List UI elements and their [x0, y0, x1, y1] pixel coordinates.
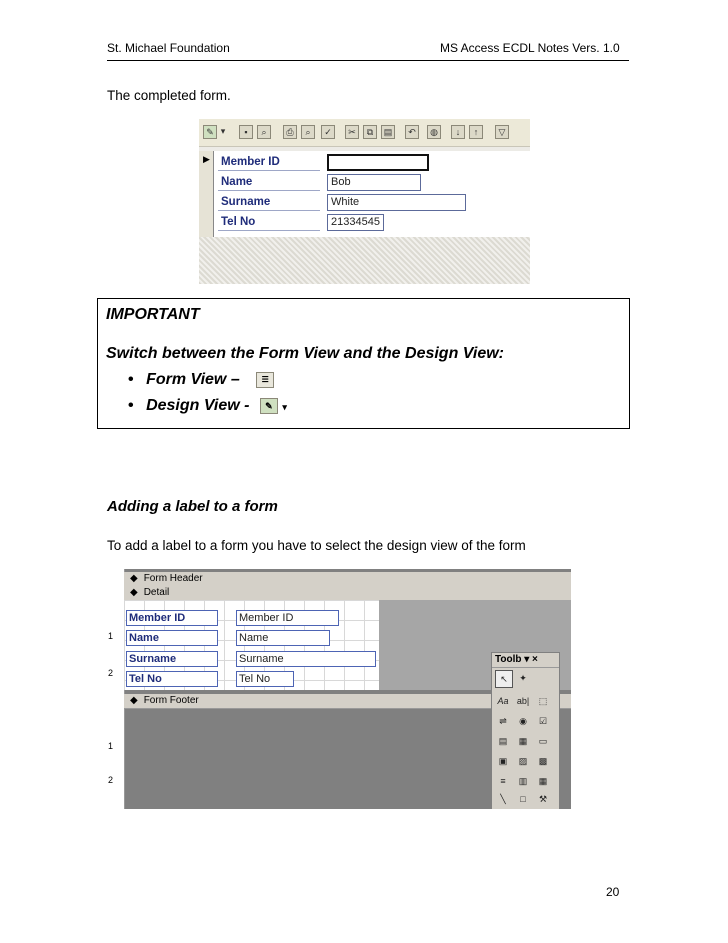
more-controls-icon[interactable]: ⚒	[538, 794, 548, 804]
form-header-section[interactable]	[124, 572, 571, 587]
tel-no-design-field[interactable]: Tel No	[236, 671, 294, 687]
form-view-icon: ☰	[256, 372, 274, 388]
image-icon[interactable]: ▣	[498, 756, 508, 766]
important-box	[97, 298, 630, 429]
chevron-down-icon: ▾	[282, 402, 287, 412]
section-marker-icon: ◆	[130, 695, 138, 706]
toolbox	[491, 652, 560, 809]
chevron-down-icon[interactable]: ▾	[220, 126, 226, 136]
ruler-mark: 1	[108, 631, 114, 641]
ruler-mark: 1	[108, 741, 114, 751]
record-selector[interactable]	[199, 151, 213, 237]
tel-no-label: Tel No	[218, 213, 320, 231]
toolbox-title[interactable]: Toolb ▾ ×	[492, 653, 559, 668]
option-button-icon[interactable]: ◉	[519, 716, 527, 726]
page-break-icon[interactable]: ≡	[500, 776, 506, 786]
surname-label: Surname	[218, 193, 320, 211]
form-background	[199, 237, 530, 284]
sort-descending-icon[interactable]: ↑	[469, 125, 483, 139]
member-id-design-label[interactable]: Member ID	[126, 610, 218, 626]
name-design-field[interactable]: Name	[236, 630, 330, 646]
cut-icon[interactable]: ✂	[345, 125, 359, 139]
option-group-icon[interactable]: ⬚	[538, 696, 548, 706]
check-box-icon[interactable]: ☑	[538, 716, 548, 726]
paste-icon[interactable]: ▤	[381, 125, 395, 139]
line-tool-icon[interactable]: ╲	[500, 794, 506, 804]
member-id-design-field[interactable]: Member ID	[236, 610, 339, 626]
toggle-button-icon[interactable]: ⇌	[499, 716, 507, 726]
detail-section[interactable]	[124, 586, 571, 601]
subform-icon[interactable]: ▦	[538, 776, 548, 786]
bullet-dot-icon: •	[128, 371, 134, 388]
rectangle-tool-icon[interactable]: □	[520, 794, 526, 804]
section-text: To add a label to a form you have to select the design view of the form	[107, 538, 526, 553]
surname-design-field[interactable]: Surname	[236, 651, 376, 667]
unbound-object-icon[interactable]: ▨	[518, 756, 528, 766]
section-marker-icon: ◆	[130, 573, 138, 584]
list-box-icon[interactable]: ▦	[518, 736, 528, 746]
form-view-screenshot	[199, 119, 530, 284]
important-line: Switch between the Form View and the Design View:	[106, 345, 504, 362]
command-button-icon[interactable]: ▭	[538, 736, 548, 746]
bullet-design-view	[128, 397, 287, 415]
member-id-field[interactable]	[327, 154, 429, 171]
combo-box-icon[interactable]: ▤	[498, 736, 508, 746]
ruler-mark: 2	[108, 668, 114, 678]
page-number: 20	[606, 885, 620, 899]
section-heading: Adding a label to a form	[107, 498, 278, 515]
surname-field[interactable]: White	[327, 194, 466, 211]
filter-icon[interactable]: ▽	[495, 125, 509, 139]
header-rule	[107, 60, 629, 61]
spelling-icon[interactable]: ✓	[321, 125, 335, 139]
name-label: Name	[218, 173, 320, 191]
design-view-icon: ✎	[260, 398, 278, 414]
bound-object-icon[interactable]: ▩	[538, 756, 548, 766]
search-icon[interactable]: ⌕	[257, 125, 271, 139]
hyperlink-icon[interactable]: ◍	[427, 125, 441, 139]
sort-ascending-icon[interactable]: ↓	[451, 125, 465, 139]
surname-design-label[interactable]: Surname	[126, 651, 218, 667]
save-icon[interactable]: ▪	[239, 125, 253, 139]
design-view-screenshot	[106, 569, 571, 809]
important-title: IMPORTANT	[106, 306, 200, 323]
section-marker-icon: ◆	[130, 587, 138, 598]
form-body	[213, 151, 530, 237]
text-box-tool-icon[interactable]: ab|	[516, 696, 530, 706]
bullet-form-view	[128, 371, 274, 389]
bullet-design-view-text: Design View -	[146, 397, 250, 414]
member-id-label: Member ID	[218, 153, 320, 171]
design-view-icon[interactable]: ✎	[203, 125, 217, 139]
select-objects-icon[interactable]: ↖	[495, 670, 513, 688]
copy-icon[interactable]: ⧉	[363, 125, 377, 139]
intro-text: The completed form.	[107, 88, 231, 103]
header-right: MS Access ECDL Notes Vers. 1.0	[440, 41, 620, 55]
tab-control-icon[interactable]: ▥	[518, 776, 528, 786]
undo-icon[interactable]: ↶	[405, 125, 419, 139]
control-wizards-icon[interactable]: ✦	[519, 673, 527, 683]
name-field[interactable]: Bob	[327, 174, 421, 191]
form-footer-label: Form Footer	[143, 695, 199, 706]
tel-no-field[interactable]: 21334545	[327, 214, 384, 231]
detail-label: Detail	[143, 587, 170, 598]
tel-no-design-label[interactable]: Tel No	[126, 671, 218, 687]
vertical-ruler	[106, 569, 125, 809]
bullet-form-view-text: Form View –	[146, 371, 240, 388]
form-view-toolbar	[199, 119, 530, 147]
record-pointer-icon: ▶	[203, 154, 210, 164]
print-preview-icon[interactable]: ⌕	[301, 125, 315, 139]
bullet-dot-icon: •	[128, 397, 134, 414]
ruler-mark: 2	[108, 775, 114, 785]
print-icon[interactable]: ⎙	[283, 125, 297, 139]
header-left: St. Michael Foundation	[107, 41, 230, 55]
form-header-label: Form Header	[143, 573, 203, 584]
name-design-label[interactable]: Name	[126, 630, 218, 646]
label-tool-icon[interactable]: Aa	[497, 696, 509, 706]
